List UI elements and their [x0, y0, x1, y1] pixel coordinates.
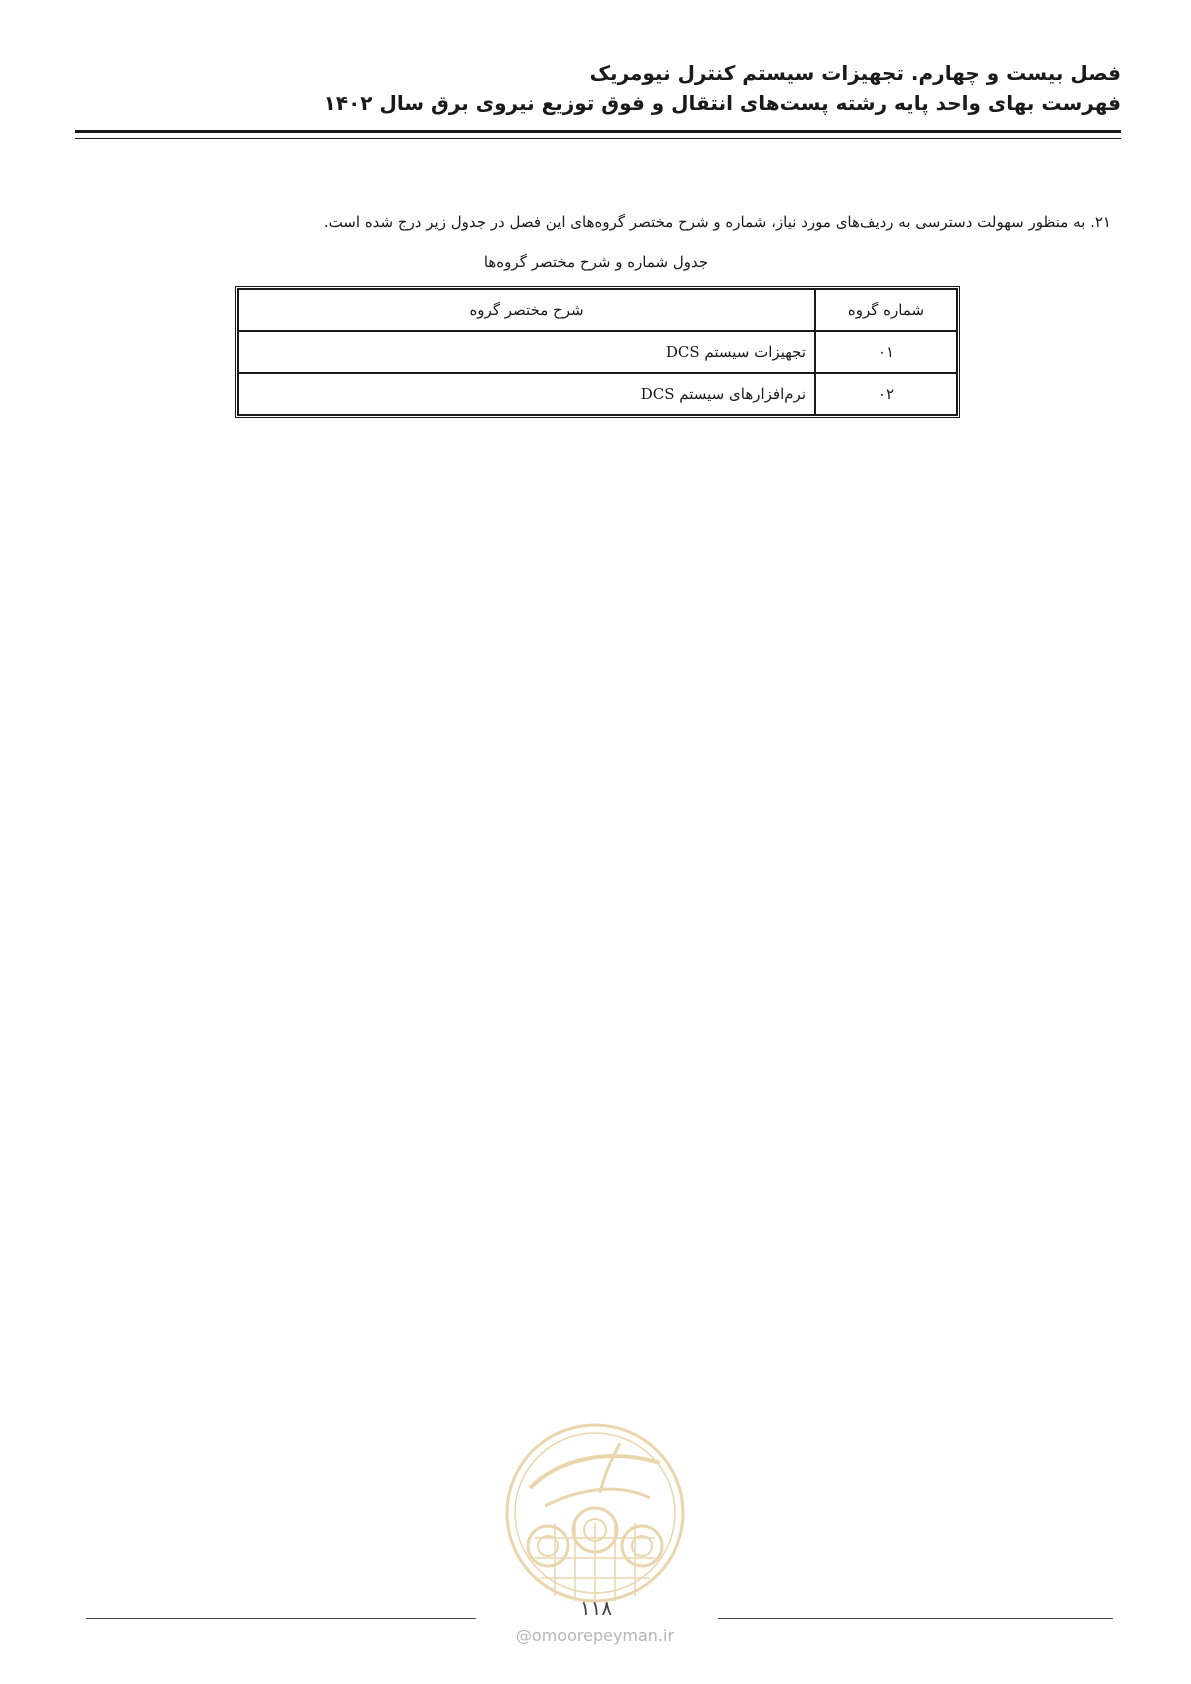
- website-watermark: @omoorepeyman.ir: [515, 1626, 675, 1645]
- group-description-cell: تجهیزات سیستم DCS: [238, 331, 815, 373]
- header-divider: [75, 130, 1121, 139]
- table-header-row: [238, 289, 957, 331]
- footer-divider-right: [718, 1618, 1113, 1619]
- document-title: فهرست بهای واحد پایه رشته پست‌های انتقال و فوق توزیع نیروی برق سال ۱۴۰۲: [323, 91, 1121, 115]
- groups-table: [235, 286, 960, 418]
- footer-divider-left: [86, 1618, 476, 1619]
- watermark-seal-icon: [500, 1418, 690, 1608]
- header-group-number: شماره گروه: [815, 289, 957, 331]
- group-number-cell: ۰۲: [815, 373, 957, 415]
- intro-paragraph: ۲۱. به منظور سهولت دسترسی به ردیف‌های مورد نیاز، شماره و شرح مختصر گروه‌های این فصل در جدول زیر درج شده است.: [323, 213, 1111, 231]
- header-group-description: شرح مختصر گروه: [238, 289, 815, 331]
- chapter-title: فصل بیست و چهارم. تجهیزات سیستم کنترل نیومریک: [589, 61, 1121, 85]
- table-row: [238, 331, 957, 373]
- group-number-cell: ۰۱: [815, 331, 957, 373]
- table-row: [238, 373, 957, 415]
- group-description-cell: نرم‌افزارهای سیستم DCS: [238, 373, 815, 415]
- page-header: [75, 58, 1121, 118]
- page-number: ۱۱۸: [579, 1596, 613, 1620]
- table-caption: جدول شماره و شرح مختصر گروه‌ها: [483, 253, 709, 271]
